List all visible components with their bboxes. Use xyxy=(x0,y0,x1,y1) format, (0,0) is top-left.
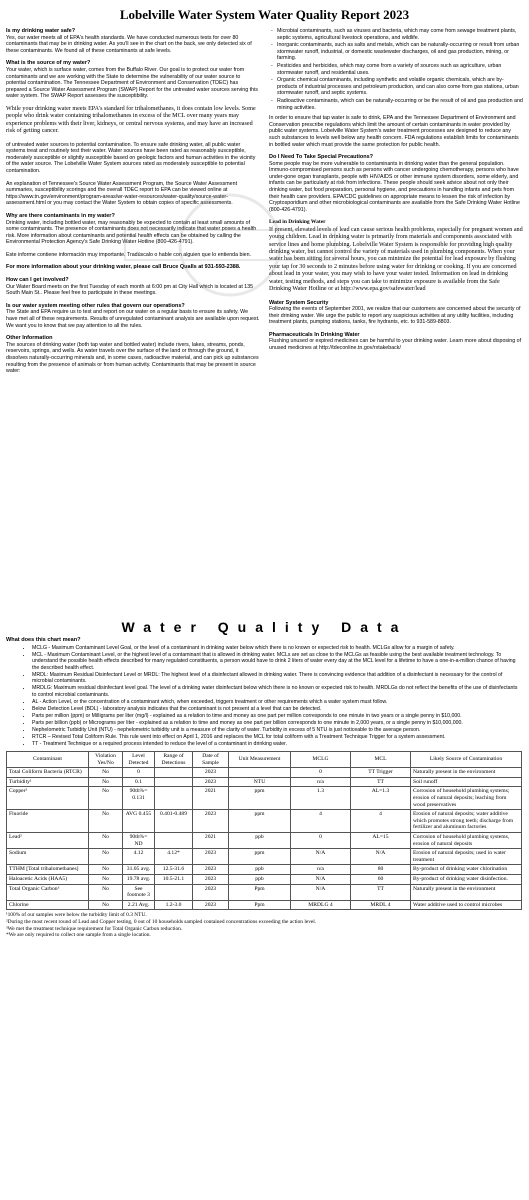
list-item: - Organic chemical contaminants, including synthetic and volatile organic chemicals, which are by-products of industrial processes and petroleum production, and can also come from gas stations, urban stormwater runoff, and septic systems. xyxy=(277,77,523,97)
definition-item: • RTCR – Revised Total Coliform Rule. This rule went into effect on April 1, 2016 and replaces the MCL for total coliform with a Treatment Technique Trigger for a system assessment. xyxy=(32,734,523,740)
section-right-0 xyxy=(269,115,523,148)
table-cell: NTU xyxy=(229,777,291,787)
section-left-8 xyxy=(6,277,260,297)
table-cell xyxy=(229,768,291,778)
report-title: Lobelville Water System Water Quality Report 2023 xyxy=(119,7,410,22)
table-cell: Corrosion of household plumbing systems, erosion of natural deposits xyxy=(411,832,522,848)
section-heading: Other Information xyxy=(6,335,53,342)
section-text: Yes, our water meets all of EPA's health standards. We have conducted numerous tests for over 80 contaminants that may be in drinking water. As you'll see in the chart on the back, we only detected six of these contaminants. We found all of these contaminants at safe levels. xyxy=(6,34,252,54)
table-cell: 2023 xyxy=(193,849,229,865)
table-cell: 1.2-3.0 xyxy=(155,900,193,910)
table-cell: Naturally present in the environment xyxy=(411,884,522,900)
table-header-row xyxy=(7,752,522,768)
table-cell: Chlorine xyxy=(7,900,89,910)
column-header: Contaminant xyxy=(7,752,89,768)
table-cell: 2021 xyxy=(193,832,229,848)
table-cell: Naturally present in the environment xyxy=(411,768,522,778)
table-cell: ppb xyxy=(229,832,291,848)
section-right-3 xyxy=(269,300,523,326)
definition-item: • Parts per billion (ppb) or Micrograms per liter - explained as a relation to time and money as one part per billion corresponds to one minute in 2,000 years, or a single penny in $10,000,000. xyxy=(32,720,523,726)
section-left-0 xyxy=(6,28,260,54)
table-cell xyxy=(155,832,193,848)
table-cell: Ppm xyxy=(229,884,291,900)
table-cell: Soil runoff xyxy=(411,777,522,787)
table-cell: 4.12* xyxy=(155,849,193,865)
section-heading: Is our water system meeting other rules that govern our operations? xyxy=(6,302,185,309)
table-cell: 2023 xyxy=(193,900,229,910)
table-cell: 0.401-0.489 xyxy=(155,810,193,833)
section-heading: Is my drinking water safe? xyxy=(6,28,76,34)
contaminant-table xyxy=(6,751,522,910)
table-cell xyxy=(155,777,193,787)
definition-item: • Nephelometric Turbidity Unit (NTU) - nephelometric turbidity unit is a measure of the clarity of water. Turbidity in excess of 5 NTU is just noticeable to the average person. xyxy=(32,727,523,733)
table-cell: 4.12 xyxy=(123,849,155,865)
table-cell: N/A xyxy=(351,849,411,865)
table-cell: Lead² xyxy=(7,832,89,848)
left-column xyxy=(6,28,260,613)
table-row xyxy=(7,810,522,833)
column-header: MCLG xyxy=(291,752,351,768)
section-heading: For more information about your drinking water, please call Bruce Qualls at 931-593-2388. xyxy=(6,264,241,271)
section-left-1 xyxy=(6,60,260,100)
table-cell: 2023 xyxy=(193,874,229,884)
column-header: Unit Measurement xyxy=(229,752,291,768)
column-header: Date of Sample xyxy=(193,752,229,768)
table-cell: n/a xyxy=(291,777,351,787)
table-cell: No xyxy=(89,865,123,875)
table-cell: 12.5-31.6 xyxy=(155,865,193,875)
section-heading: What is the source of my water? xyxy=(6,60,91,67)
table-cell: By-product of drinking water disinfection. xyxy=(411,874,522,884)
chart-meaning-heading: What does this chart mean? xyxy=(6,637,81,643)
table-cell: 1.3 xyxy=(291,787,351,810)
column-header: Range of Detections xyxy=(155,752,193,768)
table-cell: No xyxy=(89,900,123,910)
table-cell: ppb xyxy=(229,865,291,875)
table-cell: No xyxy=(89,768,123,778)
table-cell: 19.78 avg. xyxy=(123,874,155,884)
table-cell: Corrosion of household plumbing systems; erosion of natural deposits; leaching from wood preservatives xyxy=(411,787,522,810)
table-cell xyxy=(155,884,193,900)
section-text: Your water, which is surface water, comes from the Buffalo River. Our goal is to protect our water from contaminants and we are working with the State to determine the vulnerability of our water source to potential contamination. The Tennessee Department of Environment and Conservation (TDEC) has prepared a Source Water Assessment Program (SWAP) Report for the untreated water sources serving this water system. The SWAP Report assesses the susceptibility. xyxy=(6,66,258,100)
list-item: - Radioactive contaminants, which can be naturally-occurring or be the result of oil and gas production and mining activities. xyxy=(277,98,523,111)
table-cell: 80 xyxy=(351,865,411,875)
table-cell: Total Coliform Bacteria (RTCR) xyxy=(7,768,89,778)
table-cell: Erosion of natural deposits; used in water treatment xyxy=(411,849,522,865)
table-cell: MRDL 4 xyxy=(351,900,411,910)
section-right-1 xyxy=(269,154,523,213)
table-cell: 4 xyxy=(351,810,411,833)
table-cell: 2023 xyxy=(193,810,229,833)
table-row xyxy=(7,874,522,884)
section-text: The State and EPA require us to test and report on our water on a regular basis to ensure its safety. We have met all of these requirements. Results of unregulated contaminant analysis are available upon request. We want you to know that we pay attention to all the rules. xyxy=(6,309,260,329)
water-quality-data-heading: Water Quality Data xyxy=(121,619,408,635)
table-cell: Haloacetic Acids (HAA5) xyxy=(7,874,89,884)
table-row xyxy=(7,849,522,865)
table-cell: No xyxy=(89,777,123,787)
table-cell: ppm xyxy=(229,810,291,833)
section-heading: Pharmaceuticals In Drinking Water xyxy=(269,331,360,338)
table-cell: AVG 0.455 xyxy=(123,810,155,833)
footnote: *We are only required to collect one sample from a single location. xyxy=(6,932,151,939)
table-cell: TT xyxy=(351,884,411,900)
right-column xyxy=(269,28,523,613)
section-text: Following the events of September 2001, we realize that our customers are concerned about the security of their drinking water. We urge the public to report any suspicious activities at any utility facilities, including treatment plants, pumping stations, tanks, fire hydrants, etc. to 931-589-8803. xyxy=(269,306,521,326)
table-cell: N/A xyxy=(291,884,351,900)
definition-item: • AL - Action Level, or the concentration of a contaminant which, when exceeded, triggers treatment or other requirements which a water system must follow. xyxy=(32,699,523,705)
section-text: While your drinking water meets EPA's standard for trihalomethanes, it does contain low levels. Some people who drink water containing trihalomethanes in excess of the MCL over many years may experience problems with their liver, kidneys, or central nervous systems, and may have an increased risk of getting cancer. xyxy=(6,105,256,135)
column-header: Level Detected xyxy=(123,752,155,768)
table-cell: MRDLG 4 xyxy=(291,900,351,910)
table-cell: Sodium xyxy=(7,849,89,865)
definition-item: • MRDLG: Maximum residual disinfectant level goal. The level of a drinking water disinfectant below which there is no known or expected risk to health. MRDLGs do not reflect the benefits of the use of disinfectants to control microbial contaminants. xyxy=(32,685,523,698)
definition-item: • MCL - Maximum Contaminant Level, or the highest level of a contaminant that is allowed in drinking water. MCLs are set as close to the MCLGs as feasible using the best available treatment technology. To understand the possible health effects described for many regulated constituents, a person would have to drink 2 liters of water every day at the MCL level for a lifetime to have a one-in-a-million chance of having the described health effect. xyxy=(32,652,523,671)
section-left-6 xyxy=(6,252,260,259)
section-text: An explanation of Tennessee's Source Water Assessment Program, the Source Water Assessment summaries, susceptibility scorings and the overall TDEC report to EPA can be viewed online at https://www.tn.gov/environment/program-areas/wr-water-resources/water-quality/source-water-assessment.html or you may contact the Water System to obtain copies of specific assessments. xyxy=(6,180,238,207)
table-cell: ppm xyxy=(229,849,291,865)
column-header: Violation Yes/No xyxy=(89,752,123,768)
table-cell: TTHM [Total trihalomethanes] xyxy=(7,865,89,875)
column-header: Likely Source of Contamination xyxy=(411,752,522,768)
list-item: - Inorganic contaminants, such as salts and metals, which can be naturally-occurring or result from urban stormwater runoff, industrial, or domestic wastewater discharges, oil and gas production, mining, or farming. xyxy=(277,42,523,62)
table-row xyxy=(7,865,522,875)
table-cell: n/a xyxy=(291,865,351,875)
table-cell: 0.1 xyxy=(123,777,155,787)
table-cell: N/A xyxy=(291,874,351,884)
table-cell: By-product of drinking water chlorination xyxy=(411,865,522,875)
section-text: Flushing unused or expired medicines can be harmful to your drinking water. Learn more about disposing of unused medicines at http://tdeconline.tn.gov/rxtakeback/ xyxy=(269,338,522,352)
section-text: In order to ensure that tap water is safe to drink, EPA and the Tennessee Department of Environment and Conservation prescribe regulations which limit the amount of certain contaminants in water provided by public water systems. Lobelville Water System's water treatment processes are designed to reduce any such substances to levels well below any health concern. FDA regulations establish limits for contaminants in bottled water which must provide the same protection for public health. xyxy=(269,115,519,148)
table-cell xyxy=(155,787,193,810)
table-cell: No xyxy=(89,810,123,833)
section-heading: Lead in Drinking Water xyxy=(269,219,326,226)
table-cell: AL=15 xyxy=(351,832,411,848)
section-text: The sources of drinking water (both tap water and bottled water) include rivers, lakes, streams, ponds, reservoirs, springs, and wells. As water travels over the surface of the land or through the ground, it dissolves naturally-occurring minerals and, in some cases, radioactive material, and can pick up substances resulting from the presence of animals or from human activity. Contaminants that may be present in source water: xyxy=(6,341,259,375)
table-row xyxy=(7,900,522,910)
definition-item: • MCLG - Maximum Contaminant Level Goal, or the level of a contaminant in drinking water below which there is no known or expected risk to health. MCLGs allow for a margin of safety. xyxy=(32,645,523,651)
list-item: - Pesticides and herbicides, which may come from a variety of sources such as agriculture, urban stormwater runoff, and residential uses. xyxy=(277,63,523,76)
section-heading: Why are there contaminants in my water? xyxy=(6,212,115,219)
table-cell: AL=1.3 xyxy=(351,787,411,810)
table-cell: 31.05 avg. xyxy=(123,865,155,875)
section-right-4 xyxy=(269,332,523,352)
section-left-10 xyxy=(6,335,260,375)
table-row xyxy=(7,768,522,778)
table-cell: No xyxy=(89,849,123,865)
table-cell: No xyxy=(89,787,123,810)
definition-item: • MRDL: Maximum Residual Disinfectant Level or MRDL: The highest level of a disinfectant allowed in drinking water. There is convincing evidence that addition of a disinfectant is necessary for the control of microbial contaminants. xyxy=(32,672,523,685)
section-left-3 xyxy=(6,142,260,175)
table-cell: 0 xyxy=(123,768,155,778)
table-footnotes xyxy=(6,912,523,938)
section-text: Our Water Board meets on the first Tuesday of each month at 6:00 pm at City Hall which is located at 135 South Main St.. Please feel free to participate in these meetings. xyxy=(6,283,254,297)
table-cell: 2021 xyxy=(193,787,229,810)
section-left-7 xyxy=(6,264,260,271)
two-column-body xyxy=(6,28,523,613)
table-cell: Turbidity¹ xyxy=(7,777,89,787)
table-cell: 10.5-21.1 xyxy=(155,874,193,884)
table-cell: Water additive used to control microbes xyxy=(411,900,522,910)
footnote: ³We met the treatment technique requirement for Total Organic Carbon reduction. xyxy=(6,925,183,932)
table-cell: 0 xyxy=(291,768,351,778)
list-item: - Microbial contaminants, such as viruses and bacteria, which may come from sewage treatment plants, septic systems, agricultural livestock operations, and wildlife. xyxy=(277,28,523,41)
table-cell: Erosion of natural deposits; water additive which promotes strong teeth; discharge from fertilizer and aluminum factories xyxy=(411,810,522,833)
table-cell: ppm xyxy=(229,787,291,810)
table-row xyxy=(7,884,522,900)
section-text: Este informe contiene información muy importante. Tradúscalo o hable con alguien que lo entienda bien. xyxy=(6,251,251,258)
definition-item: • TT - Treatment Technique or a required process intended to reduce the level of a contaminant in drinking water. xyxy=(32,741,523,747)
table-cell: 4 xyxy=(291,810,351,833)
section-heading: Do I Need To Take Special Precautions? xyxy=(269,154,374,161)
section-left-9 xyxy=(6,303,260,329)
table-cell: 2023 xyxy=(193,884,229,900)
table-cell: 90th%= 0.131 xyxy=(123,787,155,810)
table-cell: 2023 xyxy=(193,768,229,778)
table-cell: 2023 xyxy=(193,777,229,787)
table-cell xyxy=(155,768,193,778)
table-cell: See footnote 3 xyxy=(123,884,155,900)
table-row xyxy=(7,787,522,810)
table-cell: N/A xyxy=(291,849,351,865)
table-cell: 0 xyxy=(291,832,351,848)
definitions-list xyxy=(6,645,523,747)
table-cell: Fluoride xyxy=(7,810,89,833)
table-cell: 2023 xyxy=(193,865,229,875)
section-left-4 xyxy=(6,181,260,207)
section-text: of untreated water sources to potential contamination. To ensure safe drinking water, all public water systems treat and routinely test their water. Water sources have been rated as reasonably susceptible, moderately susceptible or slightly susceptible based on geologic factors and human activities in the vicinity of the water source. The Lobelville Water System sources rated as moderately susceptible to potential contamination. xyxy=(6,141,256,174)
table-cell: 60 xyxy=(351,874,411,884)
table-cell: TT xyxy=(351,777,411,787)
table-cell: Ppm xyxy=(229,900,291,910)
section-text: Drinking water, including bottled water, may reasonably be expected to contain at least small amounts of some contaminants. The presence of contaminants does not necessarily indicate that water poses a health risk. More information about contaminants and potential health effects can be obtained by calling the Environmental Protection Agency's Safe Drinking Water Hotline (800-426-4791). xyxy=(6,219,257,246)
table-cell: Copper² xyxy=(7,787,89,810)
section-text: If present, elevated levels of lead can cause serious health problems, especially for pregnant women and young children. Lead in drinking water is primarily from materials and components associated with service lines and home plumbing. Lobelville Water System is responsible for providing high quality drinking water, but cannot control the variety of materials used in plumbing components. When your water has been sitting for several hours, you can minimize the potential for lead exposure by flushing your tap for 30 seconds to 2 minutes before using water for drinking or cooking. If you are concerned about lead in your water, you may wish to have your water tested. Information on lead in drinking water, testing methods, and steps you can take to minimize exposure is available from the Safe Drinking Water Hotline or at http://www.epa.gov/safewater/lead xyxy=(269,226,523,293)
table-cell: No xyxy=(89,884,123,900)
definition-item: • Parts per million (ppm) or Milligrams per liter (mg/l) - explained as a relation to time and money as one part per million corresponds to one minute in two years or a single penny in $10,000. xyxy=(32,713,523,719)
table-row xyxy=(7,777,522,787)
table-row xyxy=(7,832,522,848)
footnote: ²During the most recent round of Lead and Copper testing, 0 out of 10 households sampled contained concentrations exceeding the action level. xyxy=(6,918,317,925)
table-cell: ppb xyxy=(229,874,291,884)
section-heading: Water System Security xyxy=(269,299,329,306)
section-left-5 xyxy=(6,213,260,246)
table-cell: No xyxy=(89,832,123,848)
section-left-2 xyxy=(6,106,260,136)
definition-item: • Below Detection Level (BDL) - laboratory analysis indicates that the contaminant is not present at a level that can be detected. xyxy=(32,706,523,712)
footnote: ¹100% of our samples were below the turbidity limit of 0.3 NTU. xyxy=(6,912,147,919)
section-heading: How can I get involved? xyxy=(6,277,69,284)
section-right-2 xyxy=(269,219,523,293)
table-cell: No xyxy=(89,874,123,884)
table-cell: 2.21 Avg. xyxy=(123,900,155,910)
table-cell: TT Trigger xyxy=(351,768,411,778)
source-contaminants-list xyxy=(269,28,523,111)
section-text: Some people may be more vulnerable to contaminants in drinking water than the general population. Immuno-compromised persons such as persons with cancer undergoing chemotherapy, persons who have under-gone organ transplants, people with HIV/AIDS or other immune system disorders, some elderly, and infants can be particularly at risk from infections. These people should seek advice about not only their drinking water, but food preparation, personal hygiene, and precautions in handling infants and pets from their health care providers. EPA/CDC guidelines on appropriate means to lessen the risk of infection by Cryptosporidium and other microbiological contaminants are available from the Safe Drinking Water Hotline (800-426-4791). xyxy=(269,160,520,213)
column-header: MCL xyxy=(351,752,411,768)
table-cell: Total Organic Carbon³ xyxy=(7,884,89,900)
table-cell: 90th%= ND xyxy=(123,832,155,848)
